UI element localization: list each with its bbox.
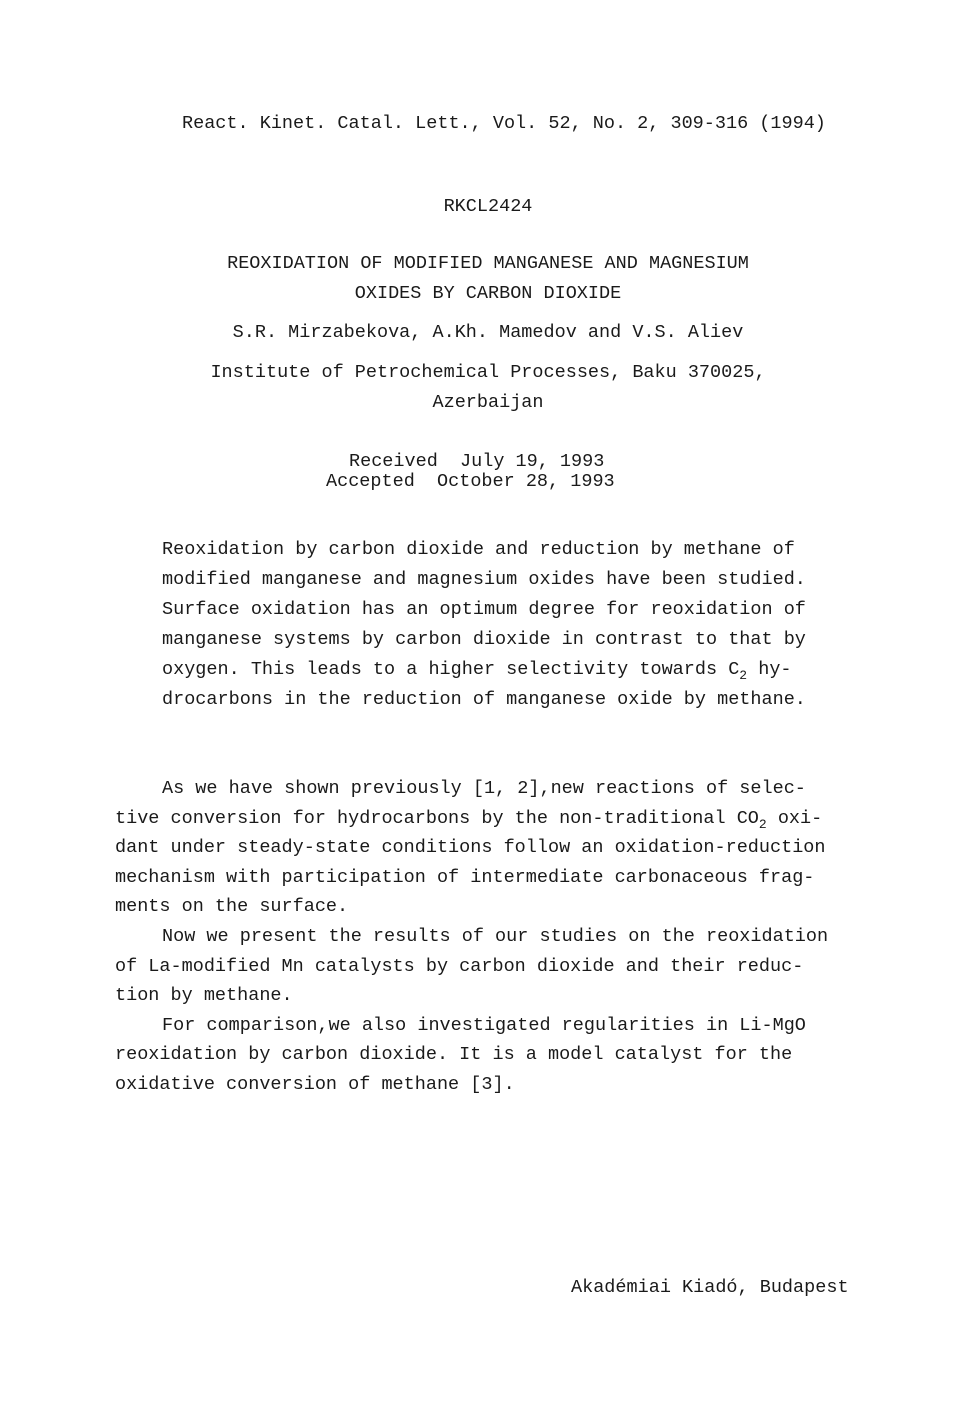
accepted-date: Accepted October 28, 1993 [326,471,615,492]
abstract-line [162,659,792,681]
body-text: oxi- [766,808,823,829]
title-line-2: OXIDES BY CARBON DIOXIDE [354,283,622,304]
received-date: Received July 19, 1993 [349,451,605,472]
abstract-line: modified manganese and magnesium oxides have been studied. [162,569,806,590]
article-code: RKCL2424 [443,196,533,217]
citation: React. Kinet. Catal. Lett., Vol. 52, No. 2, 309-316 (1994) [182,113,826,134]
title-line-1: REOXIDATION OF MODIFIED MANGANESE AND MAGNESIUM [227,253,749,274]
abstract-text: hy- [747,659,792,680]
affiliation-line-1: Institute of Petrochemical Processes, Baku 370025, [210,362,766,383]
publisher-footer: Akadémiai Kiadó, Budapest [571,1277,849,1298]
abstract-line: Reoxidation by carbon dioxide and reduction by methane of [162,539,795,560]
body-line: tion by methane. [115,985,293,1006]
abstract-text: oxygen. This leads to a higher selectivity towards C [162,659,740,680]
authors: S.R. Mirzabekova, A.Kh. Mamedov and V.S. Aliev [232,322,744,343]
body-line: dant under steady-state conditions follow an oxidation-reduction [115,837,826,858]
body-line: mechanism with participation of intermediate carbonaceous frag- [115,867,815,888]
body-line: of La-modified Mn catalysts by carbon dioxide and their reduc- [115,956,804,977]
body-line: oxidative conversion of methane [3]. [115,1074,515,1095]
body-line [115,808,822,830]
affiliation-line-2: Azerbaijan [432,392,544,413]
subscript: 2 [739,668,748,683]
body-line: For comparison,we also investigated regularities in Li-MgO [162,1015,806,1036]
subscript: 2 [758,817,767,832]
body-line: ments on the surface. [115,896,349,917]
body-text: tive conversion for hydrocarbons by the non-traditional CO [115,808,759,829]
abstract-line: Surface oxidation has an optimum degree for reoxidation of [162,599,806,620]
abstract-line: manganese systems by carbon dioxide in contrast to that by [162,629,806,650]
body-line: Now we present the results of our studies on the reoxidation [162,926,829,947]
body-line: reoxidation by carbon dioxide. It is a model catalyst for the [115,1044,793,1065]
body-line: As we have shown previously [1, 2],new reactions of selec- [162,778,806,799]
abstract-line: drocarbons in the reduction of manganese oxide by methane. [162,689,806,710]
